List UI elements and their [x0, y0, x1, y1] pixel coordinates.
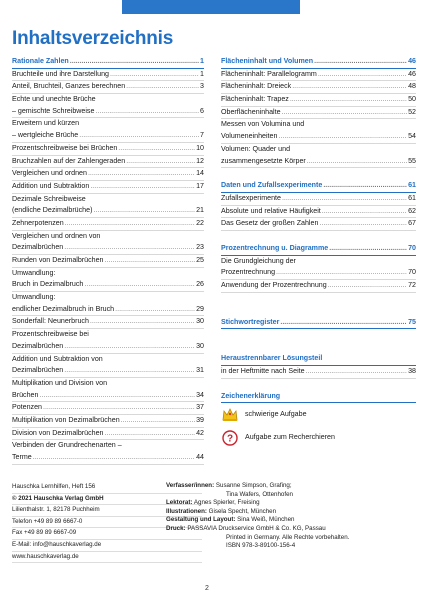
leader-dots	[104, 428, 195, 440]
toc-page-number: 7	[200, 131, 204, 140]
leader-dots	[43, 402, 195, 414]
toc-page-number: 46	[408, 57, 416, 65]
publisher-line: Fax +49 89 89 6667-09	[12, 528, 202, 540]
toc-entry-title: Terme	[12, 453, 32, 461]
credit-text: Printed in Germany. Alle Rechte vorbehalten.	[226, 533, 350, 541]
toc-entry-title: Flächeninhalt: Dreieck	[221, 82, 292, 91]
toc-entry[interactable]	[221, 256, 416, 268]
credit-text: Gisela Specht, München	[208, 507, 277, 515]
credit-line	[166, 508, 416, 517]
spacer	[221, 231, 416, 243]
toc-entry[interactable]	[221, 144, 416, 156]
leader-dots	[64, 242, 195, 254]
toc-page-number: 42	[196, 428, 204, 437]
toc-entry-title: Dezimalbrüchen	[12, 341, 64, 350]
toc-page-number: 3	[200, 82, 204, 91]
toc-page-number: 12	[196, 156, 204, 165]
top-color-bar	[122, 0, 300, 14]
toc-entry-title: Messen von Volumina und	[221, 120, 305, 129]
toc-entry[interactable]	[12, 402, 204, 415]
leader-dots	[314, 56, 407, 68]
legend-label: schwierige Aufgabe	[245, 410, 307, 419]
toc-entry-title: Rationale Zahlen	[12, 57, 69, 65]
toc-entry-title: Addition und Subtraktion von	[12, 354, 103, 363]
toc-entry-title: Stichwortregister	[221, 317, 280, 326]
leader-dots	[110, 69, 199, 81]
toc-entry[interactable]	[12, 242, 204, 255]
toc-entry[interactable]	[12, 218, 204, 231]
toc-entry-title: Heraustrennbarer Lösungsteil	[221, 354, 323, 363]
toc-entry[interactable]	[221, 119, 416, 131]
toc-page-number: 14	[196, 169, 204, 178]
toc-entry[interactable]	[12, 365, 204, 378]
credit-text: PASSAVIA Druckservice GmbH & Co. KG, Passau	[187, 524, 326, 532]
credit-text: Susanne Simpson, Grafing;	[215, 482, 292, 489]
toc-page-number: 61	[408, 193, 416, 202]
toc-entry-title: Sonderfall: Neunerbruch	[12, 317, 89, 326]
leader-dots	[95, 106, 199, 118]
toc-entry-title: – gemischte Schreibweise	[12, 106, 95, 115]
legend-label: Aufgabe zum Recherchieren	[245, 433, 335, 442]
toc-page-number: 67	[408, 219, 416, 228]
credit-text: Tina Wafers, Ottenhofen	[226, 490, 293, 498]
toc-entry[interactable]	[221, 94, 416, 107]
leader-dots	[84, 279, 195, 291]
toc-entry-title: Anteil, Bruchteil, Ganzes berechnen	[12, 82, 126, 91]
toc-page-number: 1	[200, 69, 204, 78]
toc-section-heading[interactable]	[221, 243, 416, 256]
publisher-line: © 2021 Hauschka Verlag GmbH	[12, 494, 202, 506]
leader-dots	[319, 218, 407, 230]
toc-entry-title: Division von Dezimalbrüchen	[12, 428, 104, 437]
toc-entry[interactable]	[221, 206, 416, 219]
toc-page-number: 39	[196, 415, 204, 424]
toc-entry-title: Flächeninhalt und Volumen	[221, 57, 314, 65]
toc-page-number: 25	[196, 256, 204, 264]
toc-entry[interactable]	[12, 452, 204, 465]
credit-line	[166, 542, 416, 551]
leader-dots	[290, 94, 407, 106]
leader-dots	[93, 205, 195, 217]
toc-entry-title: Zufallsexperimente	[221, 193, 281, 202]
toc-entry-title: Bruchteile und ihre Darstellung	[12, 69, 110, 78]
toc-entry-title: Umwandlung:	[12, 293, 56, 302]
toc-entry[interactable]	[12, 81, 204, 94]
toc-page-number: 55	[408, 156, 416, 165]
leader-dots	[276, 267, 407, 279]
toc-page-number: 29	[196, 304, 204, 313]
leader-dots	[64, 365, 195, 377]
toc-page-number: 37	[196, 403, 204, 412]
toc-page-number: 21	[196, 206, 204, 215]
toc-entry[interactable]	[12, 378, 204, 390]
toc-entry-title: Daten und Zufallsexperimente	[221, 181, 323, 190]
legend-item	[221, 403, 416, 426]
toc-page-number: 1	[200, 57, 204, 65]
toc-page-number: 50	[408, 95, 416, 104]
leader-dots	[306, 366, 408, 378]
leader-dots	[126, 81, 199, 93]
toc-entry[interactable]	[12, 205, 204, 218]
publisher-line: Hauschka Lernhilfen, Heft 156	[12, 482, 202, 494]
toc-entry-title: – wertgleiche Brüche	[12, 131, 79, 140]
toc-entry[interactable]	[12, 130, 204, 143]
credit-label: Gestaltung und Layout:	[166, 516, 236, 524]
toc-entry-title: Multiplikation von Dezimalbrüchen	[12, 415, 120, 424]
toc-entry[interactable]	[12, 231, 204, 243]
toc-page-number: 54	[408, 132, 416, 141]
page-title: Inhaltsverzeichnis	[12, 28, 174, 49]
toc-entry[interactable]	[12, 316, 204, 329]
toc-page-number: 44	[196, 453, 204, 461]
leader-dots	[282, 193, 407, 205]
toc-page-number: 10	[196, 143, 204, 152]
toc-entry-title: Runden von Dezimalbrüchen	[12, 256, 104, 264]
toc-entry[interactable]	[12, 118, 204, 130]
toc-page-number: 31	[196, 366, 204, 375]
toc-entry[interactable]	[12, 354, 204, 366]
toc-entry[interactable]	[221, 366, 416, 379]
toc-section-heading[interactable]	[221, 353, 416, 366]
toc-page-number: 26	[196, 280, 204, 289]
toc-entry[interactable]	[12, 69, 204, 82]
toc-entry[interactable]	[12, 390, 204, 403]
toc-entry[interactable]	[221, 131, 416, 144]
toc-entry-title: Absolute und relative Häufigkeit	[221, 206, 321, 215]
spacer	[221, 379, 416, 391]
toc-entry-title: Bruchzahlen auf der Zahlengeraden	[12, 156, 126, 165]
toc-page-number: 46	[408, 69, 416, 78]
toc-section-heading[interactable]	[221, 56, 416, 69]
credit-line	[166, 525, 416, 534]
toc-entry[interactable]	[12, 194, 204, 206]
toc-entry-title: (endliche Dezimalbrüche)	[12, 206, 93, 215]
leader-dots	[64, 341, 195, 353]
credit-line	[166, 491, 416, 500]
legend-item	[221, 426, 416, 449]
leader-dots	[328, 280, 407, 292]
credit-line	[166, 482, 416, 491]
leader-dots	[280, 317, 407, 329]
spacer	[221, 293, 416, 305]
toc-page-number: 62	[408, 206, 416, 215]
credit-label: Illustrationen:	[166, 507, 207, 515]
credit-line	[166, 516, 416, 525]
leader-dots	[70, 56, 199, 68]
toc-entry-title: Erweitern und kürzen	[12, 119, 80, 128]
toc-entry[interactable]	[12, 279, 204, 292]
leader-dots	[79, 130, 199, 142]
toc-section-heading[interactable]	[221, 391, 416, 404]
leader-dots	[323, 180, 407, 192]
leader-dots	[278, 131, 407, 143]
toc-page-number: 52	[408, 107, 416, 116]
toc-page-number: 22	[196, 218, 204, 227]
leader-dots	[292, 81, 407, 93]
toc-left-column	[12, 56, 204, 465]
question-mark-icon	[221, 429, 239, 447]
credit-text: Agnes Spierler, Freising	[193, 499, 260, 507]
leader-dots	[118, 143, 195, 155]
toc-page-number: 30	[196, 317, 204, 326]
spacer	[221, 341, 416, 353]
toc-entry-title: Umwandlung:	[12, 268, 56, 277]
toc-entry[interactable]	[12, 415, 204, 428]
toc-page-number: 17	[196, 181, 204, 190]
leader-dots	[282, 107, 408, 119]
toc-entry-title: Anwendung der Prozentrechnung	[221, 281, 327, 289]
toc-entry-title: Prozentschreibweise bei	[12, 330, 89, 339]
toc-entry-title: Addition und Subtraktion	[12, 181, 90, 190]
toc-entry-title: endlicher Dezimalbruch in Bruch	[12, 304, 115, 313]
toc-entry-title: Dezimale Schreibweise	[12, 194, 86, 203]
leader-dots	[115, 304, 195, 316]
toc-entry-title: Verbinden der Grundrechenarten –	[12, 441, 122, 450]
credit-line	[166, 534, 416, 543]
leader-dots	[90, 181, 195, 193]
toc-entry-title: Zeichenerklärung	[221, 391, 281, 400]
toc-page-number: 38	[408, 367, 416, 376]
leader-dots	[105, 255, 196, 267]
leader-dots	[88, 168, 195, 180]
toc-entry[interactable]	[221, 156, 416, 169]
toc-entry-title: Volumeneinheiten	[221, 132, 278, 141]
credit-text: ISBN 978-3-89100-156-4	[226, 542, 296, 550]
toc-entry-title: Flächeninhalt: Parallelogramm	[221, 69, 317, 78]
toc-entry[interactable]	[12, 181, 204, 194]
credit-label: Lektorat:	[166, 499, 193, 507]
leader-dots	[33, 452, 195, 464]
toc-entry-title: Prozentrechnung u. Diagramme	[221, 243, 329, 252]
leader-dots	[307, 156, 407, 168]
publisher-line: Telefon +49 89 89 6667-0	[12, 517, 202, 529]
credit-line	[166, 499, 416, 508]
toc-page-number: 70	[408, 243, 416, 252]
toc-entry[interactable]	[12, 268, 204, 280]
toc-entry[interactable]	[12, 168, 204, 181]
toc-entry[interactable]	[12, 143, 204, 156]
svg-text:?: ?	[226, 433, 234, 445]
toc-entry-title: Prozentschreibweise bei Brüchen	[12, 143, 118, 152]
credits	[166, 482, 416, 551]
toc-entry-title: Flächeninhalt: Trapez	[221, 95, 289, 104]
toc-entry[interactable]	[12, 329, 204, 341]
toc-entry[interactable]	[12, 440, 204, 452]
toc-entry-title: Die Grundgleichung der	[221, 256, 296, 265]
toc-entry[interactable]	[221, 218, 416, 231]
leader-dots	[39, 390, 195, 402]
credit-label: Druck:	[166, 524, 186, 532]
toc-entry-title: Dezimalbrüchen	[12, 243, 64, 252]
toc-entry-title: Prozentrechnung	[221, 268, 276, 277]
page-number: 2	[205, 585, 209, 592]
spacer	[221, 168, 416, 180]
credit-label: Verfasser/innen:	[166, 482, 215, 489]
publisher-line[interactable]: www.hauschkaverlag.de	[12, 552, 202, 564]
leader-dots	[322, 206, 407, 218]
toc-entry[interactable]	[221, 280, 416, 293]
toc-entry[interactable]	[221, 193, 416, 206]
leader-dots	[329, 243, 407, 255]
toc-entry[interactable]	[221, 267, 416, 280]
toc-entry[interactable]	[12, 94, 204, 106]
toc-entry-title: Potenzen	[12, 403, 42, 412]
toc-entry[interactable]	[12, 156, 204, 169]
toc-page-number: 75	[408, 317, 416, 326]
toc-entry[interactable]	[12, 106, 204, 119]
credit-text: Sina Weiß, München	[237, 516, 295, 524]
toc-entry-title: in der Heftmitte nach Seite	[221, 367, 305, 376]
toc-entry[interactable]	[221, 81, 416, 94]
toc-entry-title: Oberflächeninhalte	[221, 107, 281, 116]
toc-page-number: 6	[200, 106, 204, 115]
toc-entry-title: Echte und unechte Brüche	[12, 95, 96, 104]
toc-entry[interactable]	[221, 107, 416, 120]
leader-dots	[65, 218, 195, 230]
toc-entry-title: Bruch in Dezimalbruch	[12, 280, 84, 289]
toc-page-number: 34	[196, 390, 204, 399]
toc-section-heading[interactable]	[221, 180, 416, 193]
toc-entry-title: Dezimalbrüchen	[12, 366, 64, 375]
leader-dots	[90, 316, 195, 328]
toc-entry-title: Zehnerpotenzen	[12, 218, 64, 227]
toc-entry-title: zusammengesetzte Körper	[221, 156, 306, 165]
toc-page-number: 48	[408, 82, 416, 91]
toc-entry-title: Vergleichen und ordnen	[12, 169, 87, 178]
leader-dots	[121, 415, 195, 427]
toc-section-heading[interactable]	[12, 56, 204, 69]
toc-page-number: 61	[408, 181, 416, 190]
spacer	[221, 305, 416, 317]
toc-entry-title: Brüchen	[12, 390, 39, 399]
toc-entry[interactable]	[12, 292, 204, 304]
toc-page-number: 72	[408, 281, 416, 289]
toc-page-number: 23	[196, 243, 204, 252]
publisher-line[interactable]: E-Mail: info@hauschkaverlag.de	[12, 540, 202, 552]
toc-section-heading[interactable]	[221, 317, 416, 330]
toc-entry[interactable]	[12, 304, 204, 317]
leader-dots	[126, 156, 195, 168]
toc-entry-title: Volumen: Quader und	[221, 144, 291, 153]
toc-entry[interactable]	[12, 255, 204, 268]
crown-icon	[221, 406, 239, 424]
publisher-line: Lilienthalstr. 1, 82178 Puchheim	[12, 505, 202, 517]
toc-entry-title: Vergleichen und ordnen von	[12, 231, 101, 240]
toc-entry-title: Das Gesetz der großen Zahlen	[221, 219, 319, 228]
toc-page-number: 70	[408, 268, 416, 277]
toc-entry[interactable]	[12, 428, 204, 441]
toc-page-number: 30	[196, 341, 204, 350]
toc-right-column	[221, 56, 416, 449]
toc-entry-title: Multiplikation und Division von	[12, 378, 108, 387]
leader-dots	[318, 69, 407, 81]
toc-entry[interactable]	[221, 69, 416, 82]
spacer	[221, 329, 416, 341]
toc-entry[interactable]	[12, 341, 204, 354]
